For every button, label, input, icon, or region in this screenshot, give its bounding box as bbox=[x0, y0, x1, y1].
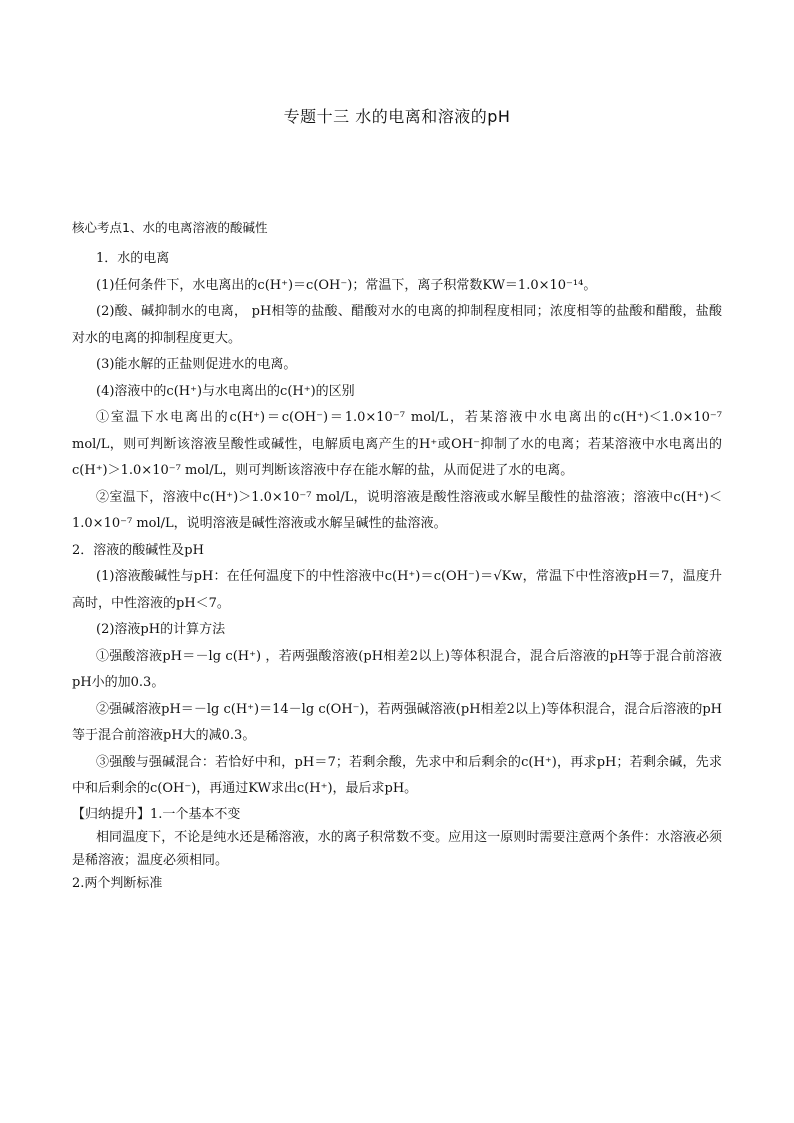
paragraph: ①强酸溶液pH＝－lg c(H⁺) ，若两强酸溶液(pH相差2以上)等体积混合，混合后溶液的pH等于混合前溶液pH小的加0.3。 bbox=[72, 648, 722, 690]
paragraph: ②室温下，溶液中c(H⁺)＞1.0×10⁻⁷ mol/L，说明溶液是酸性溶液或水解呈酸性的盐溶液；溶液中c(H⁺)＜1.0×10⁻⁷ mol/L，说明溶液是碱性溶液或水解呈碱性的盐溶液。 bbox=[72, 489, 722, 531]
paragraph: ③强酸与强碱混合：若恰好中和，pH＝7；若剩余酸，先求中和后剩余的c(H⁺)，再求pH；若剩余碱，先求中和后剩余的c(OH⁻)，再通过KW求出c(H⁺)，最后求pH。 bbox=[72, 754, 722, 796]
paragraph: ②强碱溶液pH＝－lg c(H⁺)＝14－lg c(OH⁻)，若两强碱溶液(pH相差2以上)等体积混合，混合后溶液的pH等于混合前溶液pH大的减0.3。 bbox=[72, 701, 722, 743]
paragraph: (1)溶液酸碱性与pH：在任何温度下的中性溶液中c(H⁺)＝c(OH⁻)＝√Kw，常温下中性溶液pH＝7，温度升高时，中性溶液的pH＜7。 bbox=[72, 569, 722, 611]
paragraph: (2)酸、碱抑制水的电离， pH相等的盐酸、醋酸对水的电离的抑制程度相同；浓度相等的盐酸和醋酸，盐酸对水的电离的抑制程度更大。 bbox=[72, 304, 722, 346]
document-body bbox=[72, 246, 722, 895]
paragraph: 1．水的电离 bbox=[96, 251, 170, 266]
paragraph: ①室温下水电离出的c(H⁺)＝c(OH⁻)＝1.0×10⁻⁷ mol/L，若某溶液中水电离出的c(H⁺)＜1.0×10⁻⁷ mol/L，则可判断该溶液呈酸性或碱性，电解质电离产生的H⁺或OH⁻抑制了水的电离；若某溶液中水电离出的c(H⁺)＞1.0×10⁻⁷ mol/L，则可判断该溶液中存在能水解的盐，从而促进了水的电离。 bbox=[72, 410, 722, 478]
paragraph: (1)任何条件下，水电离出的c(H⁺)＝c(OH⁻)；常温下，离子积常数KW＝1.0×10⁻¹⁴。 bbox=[96, 277, 597, 293]
paragraph: (3)能水解的正盐则促进水的电离。 bbox=[96, 357, 297, 372]
paragraph: (2)溶液pH的计算方法 bbox=[96, 622, 226, 637]
summary-heading: 【归纳提升】1.一个基本不变 bbox=[72, 806, 241, 822]
section-title: 核心考点1、水的电离溶液的酸碱性 bbox=[72, 220, 268, 235]
subheading: 2.两个判断标准 bbox=[72, 875, 163, 891]
page-title: 专题十三 水的电离和溶液的pH bbox=[283, 107, 511, 126]
subheading: 2．溶液的酸碱性及pH bbox=[72, 542, 204, 558]
paragraph: (4)溶液中的c(H⁺)与水电离出的c(H⁺)的区别 bbox=[96, 383, 355, 399]
paragraph: 相同温度下，不论是纯水还是稀溶液，水的离子积常数不变。应用这一原则时需要注意两个条件：水溶液必须是稀溶液；温度必须相同。 bbox=[72, 829, 722, 868]
